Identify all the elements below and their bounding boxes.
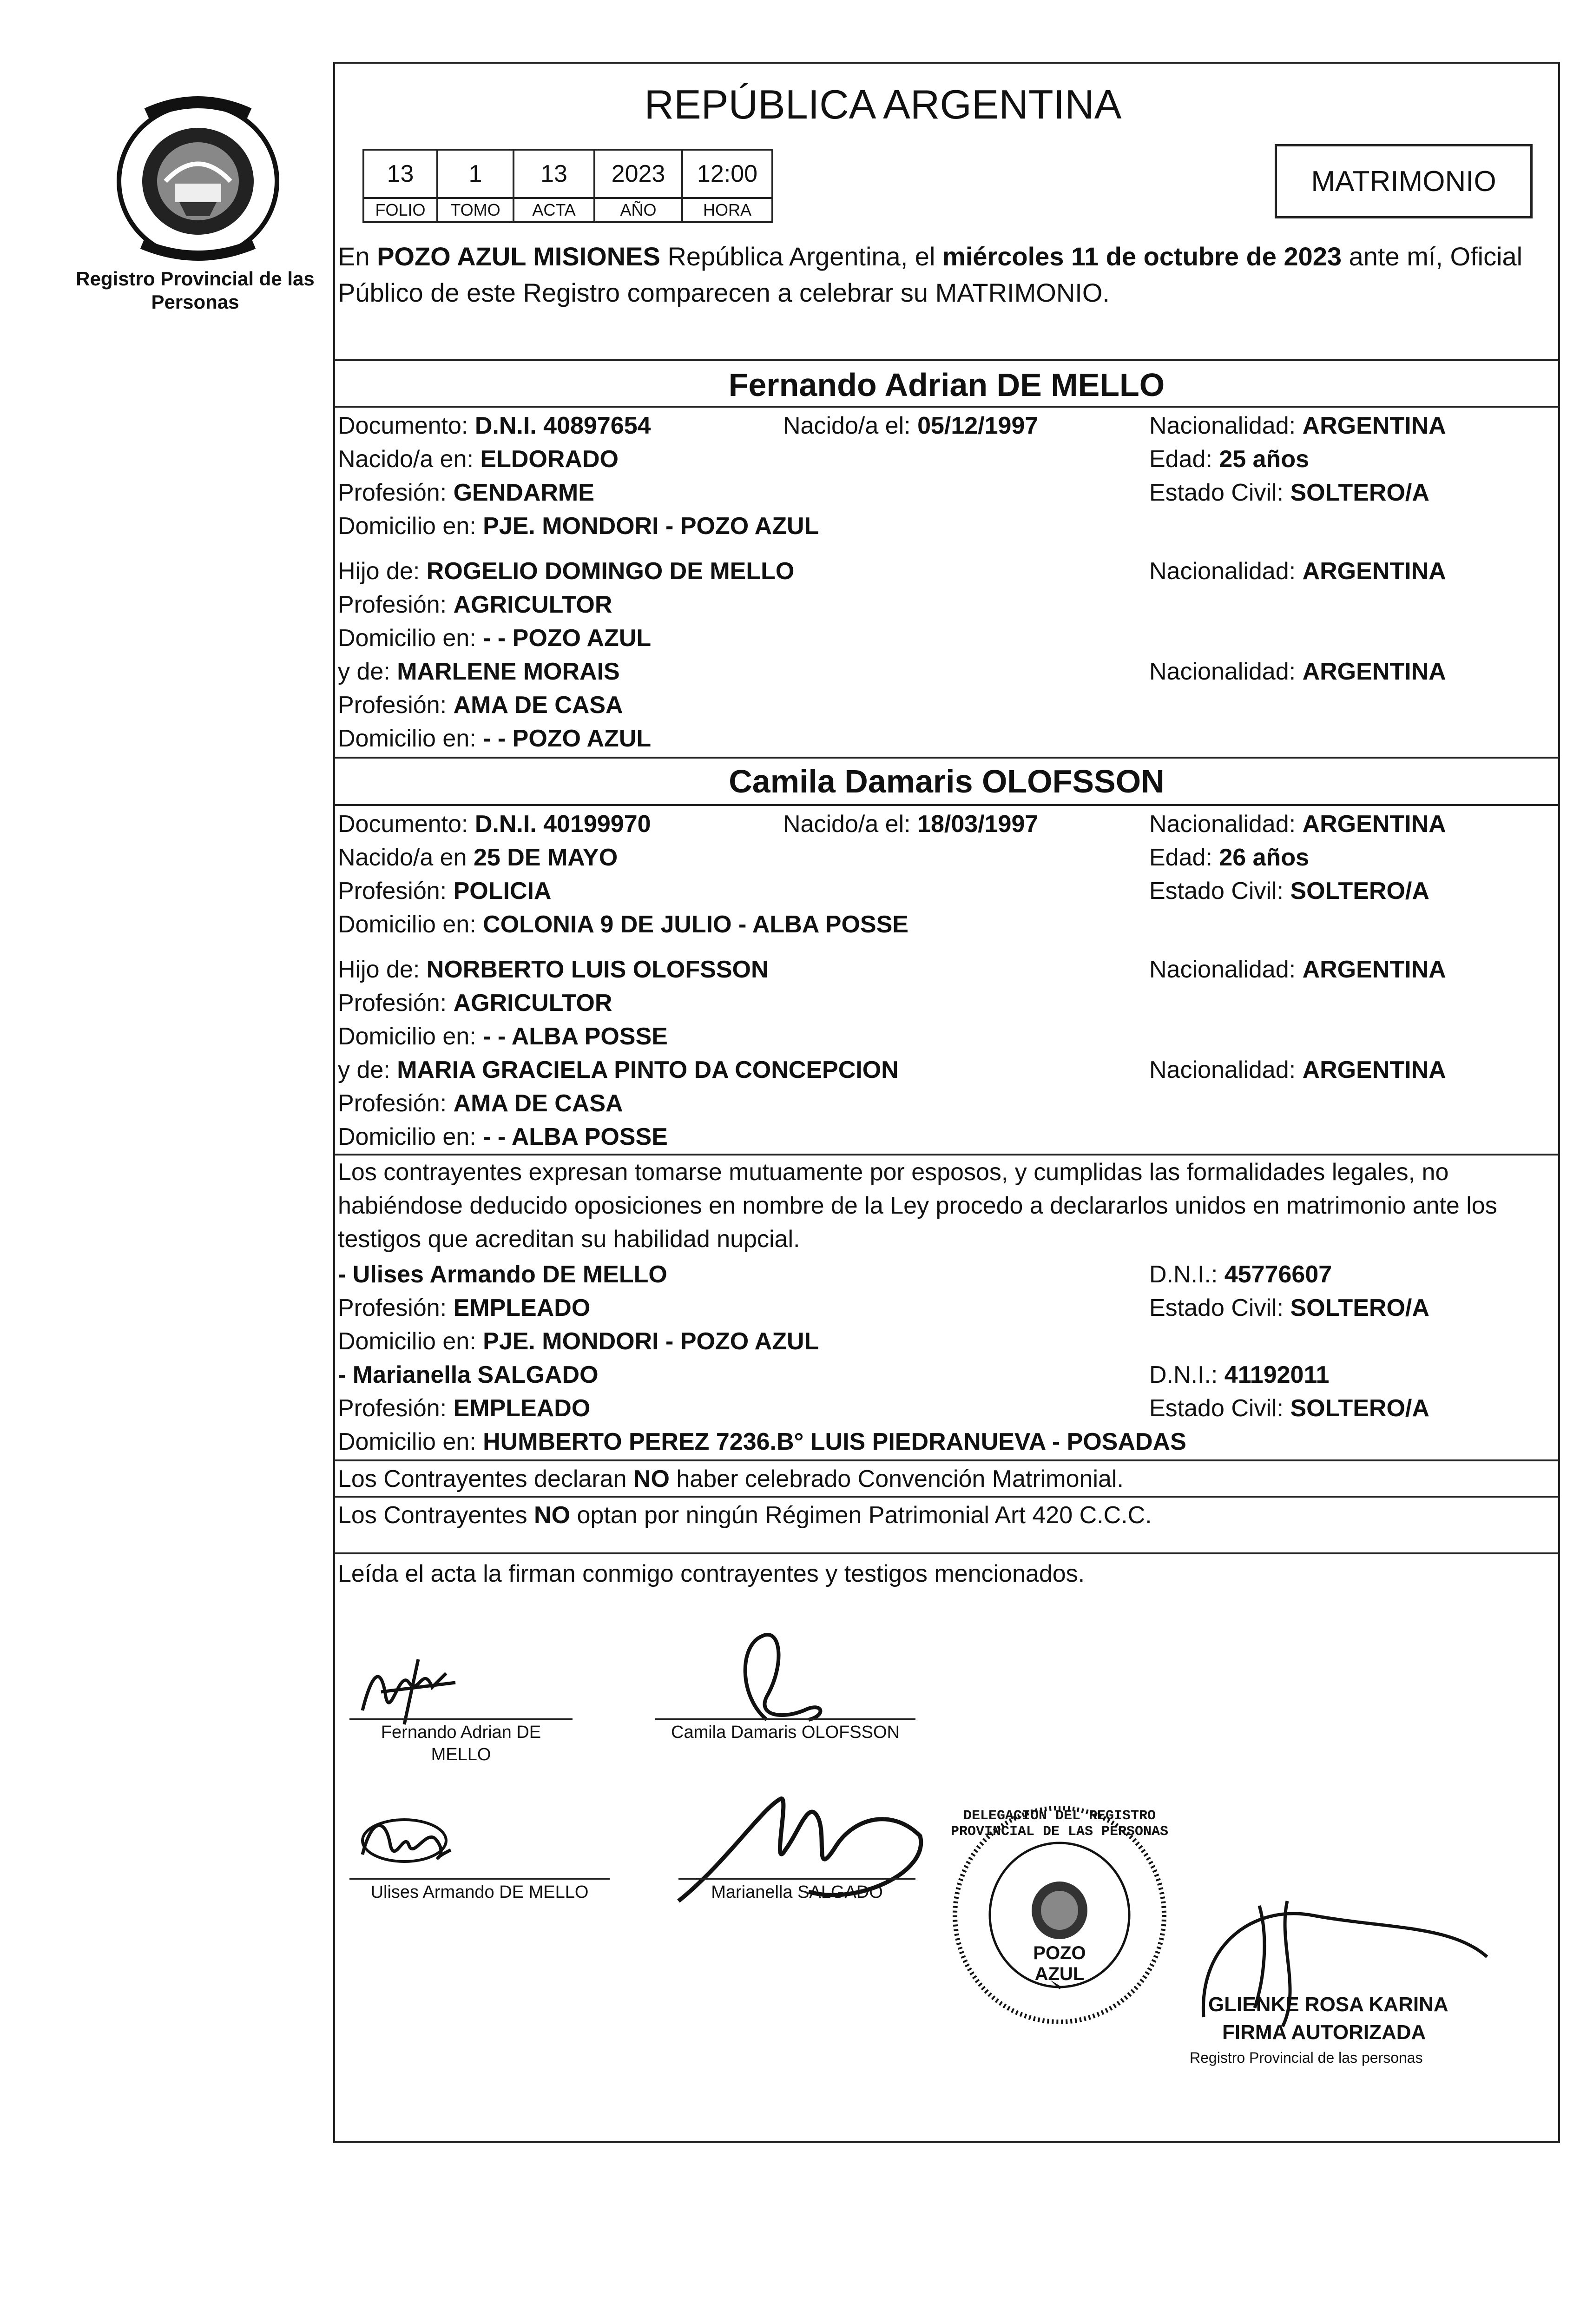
- witness2-dni: D.N.I.: 41192011: [1149, 1361, 1330, 1388]
- regime-statement: Los Contrayentes NO optan por ningún Régimen Patrimonial Art 420 C.C.C.: [338, 1502, 1152, 1529]
- acta-label: ACTA: [514, 198, 594, 222]
- spouse1-age: Edad: 25 años: [1149, 446, 1309, 473]
- spouse2-mother-profession: Profesión: AMA DE CASA: [338, 1090, 623, 1117]
- signature-name-1: Fernando Adrian DE MELLO: [381, 1723, 541, 1764]
- witness2-profession: Profesión: EMPLEADO: [338, 1395, 591, 1422]
- spouse1-mother-nationality: Nacionalidad: ARGENTINA: [1149, 658, 1446, 685]
- spouse2-birthdate: Nacido/a el: 18/03/1997: [783, 811, 1039, 838]
- tomo-label: TOMO: [437, 198, 514, 222]
- witness1-dni: D.N.I.: 45776607: [1149, 1261, 1332, 1288]
- spouse1-document: Documento: D.N.I. 40897654: [338, 412, 651, 439]
- tomo-value: 1: [437, 150, 514, 198]
- signature-drawing-3: [358, 1813, 465, 1868]
- spouse1-father: Hijo de: ROGELIO DOMINGO DE MELLO: [338, 558, 795, 585]
- spouse1-mother-address: Domicilio en: - - POZO AZUL: [338, 725, 652, 752]
- spouse1-father-profession: Profesión: AGRICULTOR: [338, 591, 612, 618]
- spouse2-nationality: Nacionalidad: ARGENTINA: [1149, 811, 1446, 838]
- registry-table: [362, 149, 773, 223]
- stamp-center-text: POZO AZUL: [1033, 1943, 1086, 1984]
- spouse2-birthplace: Nacido/a en 25 DE MAYO: [338, 844, 618, 871]
- official-name: GLIENKE ROSA KARINA: [1208, 1993, 1448, 2016]
- intro-date: miércoles 11 de octubre de 2023: [942, 242, 1342, 271]
- witness1-address: Domicilio en: PJE. MONDORI - POZO AZUL: [338, 1328, 819, 1355]
- spouse2-mother-nationality: Nacionalidad: ARGENTINA: [1149, 1056, 1446, 1083]
- spouse2-civil-status: Estado Civil: SOLTERO/A: [1149, 878, 1429, 905]
- signature-line-1: [349, 1718, 573, 1720]
- intro-text-2: República Argentina, el: [660, 242, 942, 271]
- stamp-ring-text: DELEGACION DEL REGISTRO PROVINCIAL DE LAS PERSONAS: [950, 1808, 1169, 1840]
- spouse2-father: Hijo de: NORBERTO LUIS OLOFSSON: [338, 956, 769, 983]
- spouse2-profession: Profesión: POLICIA: [338, 878, 552, 905]
- spouse1-address: Domicilio en: PJE. MONDORI - POZO AZUL: [338, 513, 819, 540]
- spouse1-civil-status: Estado Civil: SOLTERO/A: [1149, 479, 1429, 506]
- signature-line-4: [678, 1878, 915, 1880]
- act-type-box: MATRIMONIO: [1275, 144, 1533, 218]
- hora-value: 12:00: [682, 150, 772, 198]
- divider: [333, 406, 1560, 408]
- witness2-name: - Marianella SALGADO: [338, 1361, 599, 1388]
- signature-drawing-1: [353, 1655, 493, 1729]
- signature-name-3: Ulises Armando DE MELLO: [370, 1882, 589, 1902]
- convention-statement: Los Contrayentes declaran NO haber celebrado Convención Matrimonial.: [338, 1466, 1124, 1492]
- acta-value: 13: [514, 150, 594, 198]
- spouse1-father-nationality: Nacionalidad: ARGENTINA: [1149, 558, 1446, 585]
- declaration-paragraph: Los contrayentes expresan tomarse mutuamente por esposos, y cumplidas las formalidades legales, no habiéndose deducido oposiciones en nombre de la Ley procedo a declararlos unidos en matrimonio ante los testigos que acreditan su habilidad nupcial.: [338, 1159, 1497, 1253]
- spouse1-mother-profession: Profesión: AMA DE CASA: [338, 692, 623, 719]
- witness1-profession: Profesión: EMPLEADO: [338, 1294, 591, 1321]
- signature-drawing-2: [711, 1627, 864, 1729]
- divider: [333, 359, 1560, 361]
- spouse1-profession: Profesión: GENDARME: [338, 479, 594, 506]
- folio-label: FOLIO: [363, 198, 437, 222]
- divider: [333, 1552, 1560, 1554]
- signature-name-2: Camila Damaris OLOFSSON: [671, 1723, 900, 1742]
- divider: [333, 1459, 1560, 1461]
- spouse2-address: Domicilio en: COLONIA 9 DE JULIO - ALBA POSSE: [338, 911, 908, 938]
- country-title: REPÚBLICA ARGENTINA: [644, 81, 1122, 127]
- divider: [333, 1496, 1560, 1498]
- spouse1-birthplace: Nacido/a en: ELDORADO: [338, 446, 619, 473]
- divider: [333, 804, 1560, 806]
- ano-label: AÑO: [594, 198, 682, 222]
- witness2-civil-status: Estado Civil: SOLTERO/A: [1149, 1395, 1429, 1422]
- spouse2-father-address: Domicilio en: - - ALBA POSSE: [338, 1023, 668, 1050]
- closing-statement: Leída el acta la firman conmigo contrayentes y testigos mencionados.: [338, 1560, 1085, 1587]
- intro-text-1: En: [338, 242, 377, 271]
- official-title: FIRMA AUTORIZADA: [1222, 2021, 1426, 2044]
- spouse1-mother: y de: MARLENE MORAIS: [338, 658, 620, 685]
- stamp-text: [948, 1803, 1171, 2027]
- spouse2-document: Documento: D.N.I. 40199970: [338, 811, 651, 838]
- folio-value: 13: [363, 150, 437, 198]
- spouse1-name-heading: Fernando Adrian DE MELLO: [728, 367, 1165, 403]
- witness1-civil-status: Estado Civil: SOLTERO/A: [1149, 1294, 1429, 1321]
- spouse1-father-address: Domicilio en: - - POZO AZUL: [338, 625, 652, 652]
- signature-line-2: [655, 1718, 915, 1720]
- intro-text-3: ante mí, Oficial Público de este Registro comparecen a celebrar su MATRIMONIO.: [338, 242, 1523, 307]
- witness2-address: Domicilio en: HUMBERTO PEREZ 7236.B° LUIS PIEDRANUEVA - POSADAS: [338, 1428, 1186, 1455]
- spouse2-mother-address: Domicilio en: - - ALBA POSSE: [338, 1123, 668, 1150]
- signature-name-4: Marianella SALGADO: [711, 1882, 883, 1902]
- signature-line-3: [349, 1878, 610, 1880]
- spouse2-father-profession: Profesión: AGRICULTOR: [338, 990, 612, 1017]
- intro-paragraph: [338, 238, 1555, 311]
- ano-value: 2023: [594, 150, 682, 198]
- hora-label: HORA: [682, 198, 772, 222]
- spouse2-name-heading: Camila Damaris OLOFSSON: [729, 763, 1165, 799]
- registry-seal-icon: [110, 95, 286, 263]
- intro-place: POZO AZUL MISIONES: [377, 242, 660, 271]
- divider: [333, 757, 1560, 759]
- registry-name: Registro Provincial de las Personas: [76, 268, 315, 313]
- spouse1-nationality: Nacionalidad: ARGENTINA: [1149, 412, 1446, 439]
- spouse2-mother: y de: MARIA GRACIELA PINTO DA CONCEPCION: [338, 1056, 899, 1083]
- spouse2-father-nationality: Nacionalidad: ARGENTINA: [1149, 956, 1446, 983]
- official-org: Registro Provincial de las personas: [1190, 2049, 1423, 2066]
- witness1-name: - Ulises Armando DE MELLO: [338, 1261, 667, 1288]
- spouse2-age: Edad: 26 años: [1149, 844, 1309, 871]
- spouse1-birthdate: Nacido/a el: 05/12/1997: [783, 412, 1039, 439]
